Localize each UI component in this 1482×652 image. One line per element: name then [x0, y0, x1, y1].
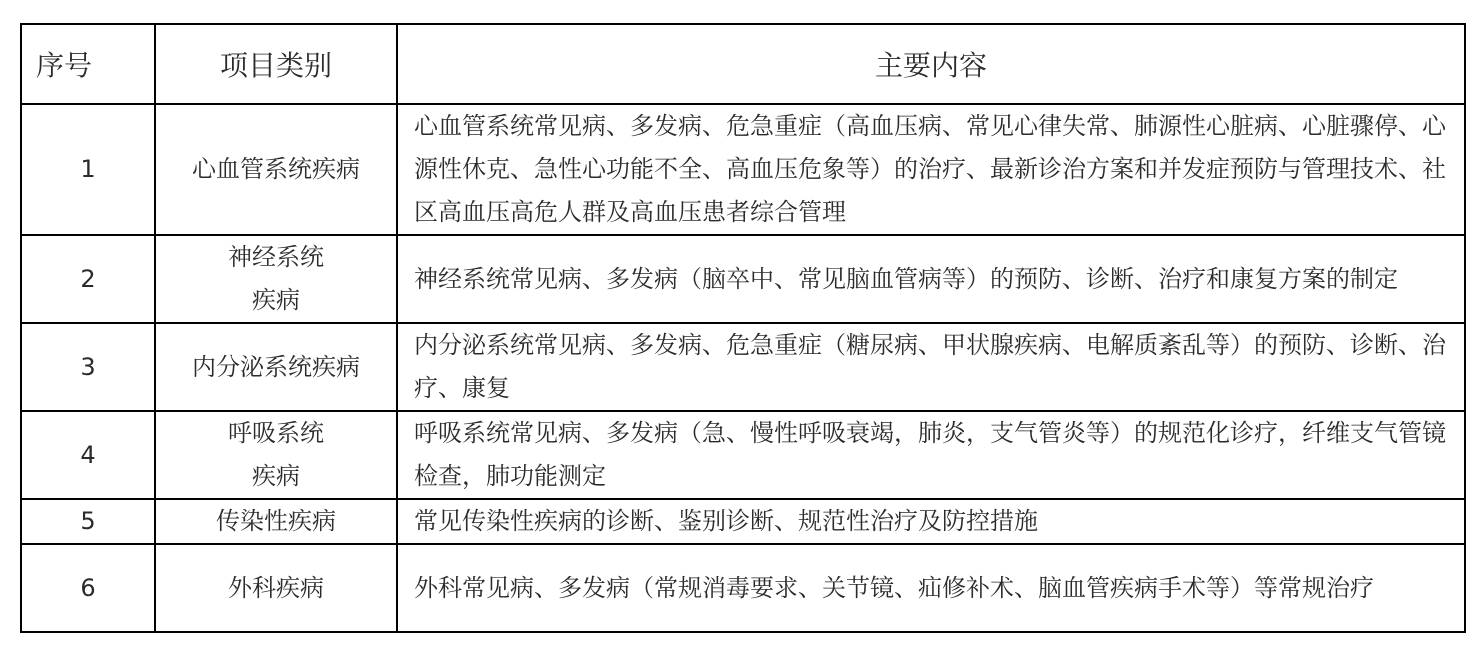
- row-category: [155, 411, 397, 499]
- header-content: 主要内容: [397, 24, 1465, 104]
- header-row: [21, 24, 1465, 104]
- row-content: 内分泌系统常见病、多发病、危急重症（糖尿病、甲状腺疾病、电解质紊乱等）的预防、诊断、治疗、康复: [397, 323, 1465, 411]
- row-category: [155, 323, 397, 411]
- table-row: [21, 499, 1465, 544]
- row-seq: 4: [21, 411, 155, 499]
- row-category: [155, 104, 397, 235]
- header-category: 项目类别: [155, 24, 397, 104]
- row-category: [155, 544, 397, 632]
- category-line: 外科疾病: [228, 573, 324, 602]
- category-line: 内分泌系统疾病: [192, 352, 360, 381]
- row-category: [155, 235, 397, 323]
- category-line: 传染性疾病: [216, 507, 336, 535]
- table-row: [21, 411, 1465, 499]
- row-content: 神经系统常见病、多发病（脑卒中、常见脑血管病等）的预防、诊断、治疗和康复方案的制定: [397, 235, 1465, 323]
- category-line: 神经系统: [228, 243, 324, 271]
- row-seq: 6: [21, 544, 155, 632]
- row-seq: 1: [21, 104, 155, 235]
- row-content: 外科常见病、多发病（常规消毒要求、关节镜、疝修补术、脑血管疾病手术等）等常规治疗: [397, 544, 1465, 632]
- row-content: 常见传染性疾病的诊断、鉴别诊断、规范性治疗及防控措施: [397, 499, 1465, 544]
- category-line: 疾病: [252, 286, 300, 314]
- row-seq: 2: [21, 235, 155, 323]
- row-seq: 5: [21, 499, 155, 544]
- row-content: 呼吸系统常见病、多发病（急、慢性呼吸衰竭，肺炎，支气管炎等）的规范化诊疗，纤维支气管镜检查，肺功能测定: [397, 411, 1465, 499]
- table-row: [21, 104, 1465, 235]
- row-category: [155, 499, 397, 544]
- row-content: 心血管系统常见病、多发病、危急重症（高血压病、常见心律失常、肺源性心脏病、心脏骤停、心源性休克、急性心功能不全、高血压危象等）的治疗、最新诊治方案和并发症预防与管理技术、社区高血压高危人群及高血压患者综合管理: [397, 104, 1465, 235]
- table-row: [21, 323, 1465, 411]
- content-table: [20, 23, 1466, 633]
- table-row: [21, 544, 1465, 632]
- category-line: 疾病: [252, 462, 300, 490]
- table-row: [21, 235, 1465, 323]
- category-line: 心血管系统疾病: [192, 155, 360, 183]
- header-seq: 序号: [21, 24, 155, 104]
- category-line: 呼吸系统: [228, 419, 324, 447]
- row-seq: 3: [21, 323, 155, 411]
